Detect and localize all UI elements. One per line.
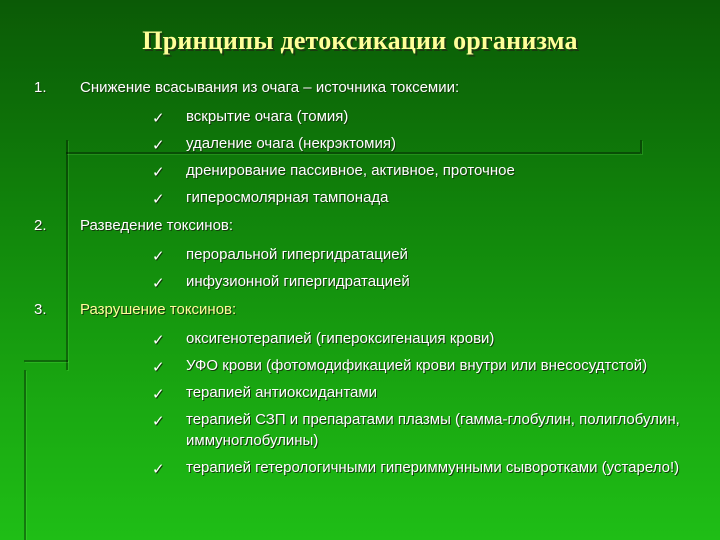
bullet-text: вскрытие очага (томия) xyxy=(186,108,349,125)
checkmark-icon: ✓ xyxy=(152,385,165,403)
checkmark-icon: ✓ xyxy=(152,190,165,208)
bullet-item xyxy=(152,244,684,265)
section-heading: Снижение всасывания из очага – источника токсемии: xyxy=(80,79,460,96)
bullet-text: удаление очага (некрэктомия) xyxy=(186,135,396,152)
section-heading: Разрушение токсинов: xyxy=(80,301,237,318)
content-list xyxy=(34,76,684,478)
bullet-item xyxy=(152,133,684,154)
bullet-item xyxy=(152,106,684,127)
checkmark-icon: ✓ xyxy=(152,331,165,349)
checkmark-icon: ✓ xyxy=(152,136,165,154)
bullet-item xyxy=(152,355,684,376)
decorative-line xyxy=(24,370,26,540)
checkmark-icon: ✓ xyxy=(152,109,165,127)
checkmark-icon: ✓ xyxy=(152,274,165,292)
slide-title: Принципы детоксикации организма xyxy=(142,26,578,55)
section-heading: Разведение токсинов: xyxy=(80,217,234,234)
bullet-item xyxy=(152,382,684,403)
checkmark-icon: ✓ xyxy=(152,163,165,181)
bullet-item xyxy=(152,409,684,451)
checkmark-icon: ✓ xyxy=(152,412,165,430)
bullet-text: терапией СЗП и препаратами плазмы (гамма-глобулин, полиглобулин, иммуноглобулины) xyxy=(186,411,680,449)
bullet-text: терапией антиоксидантами xyxy=(186,384,378,401)
bullet-item xyxy=(152,187,684,208)
checkmark-icon: ✓ xyxy=(152,358,165,376)
bullet-item xyxy=(152,271,684,292)
section-item xyxy=(34,76,684,208)
bullet-text: гиперосмолярная тампонада xyxy=(186,189,389,206)
bullet-text: дренирование пассивное, активное, проточное xyxy=(186,162,515,179)
section-item xyxy=(34,214,684,292)
bullet-item xyxy=(152,160,684,181)
section-number: 3. xyxy=(34,301,47,318)
checkmark-icon: ✓ xyxy=(152,247,165,265)
bullet-text: терапией гетерологичными гипериммунными сыворотками (устарело!) xyxy=(186,459,680,476)
section-number: 2. xyxy=(34,217,47,234)
section-number: 1. xyxy=(34,79,47,96)
bullet-item xyxy=(152,328,684,349)
bullet-text: пероральной гипергидратацией xyxy=(186,246,408,263)
section-item xyxy=(34,298,684,478)
checkmark-icon: ✓ xyxy=(152,460,165,478)
bullet-text: УФО крови (фотомодификацией крови внутри или внесосудтстой) xyxy=(186,357,648,374)
bullet-text: оксигенотерапией (гипероксигенация крови) xyxy=(186,330,495,347)
bullet-text: инфузионной гипергидратацией xyxy=(186,273,410,290)
bullet-item xyxy=(152,457,684,478)
